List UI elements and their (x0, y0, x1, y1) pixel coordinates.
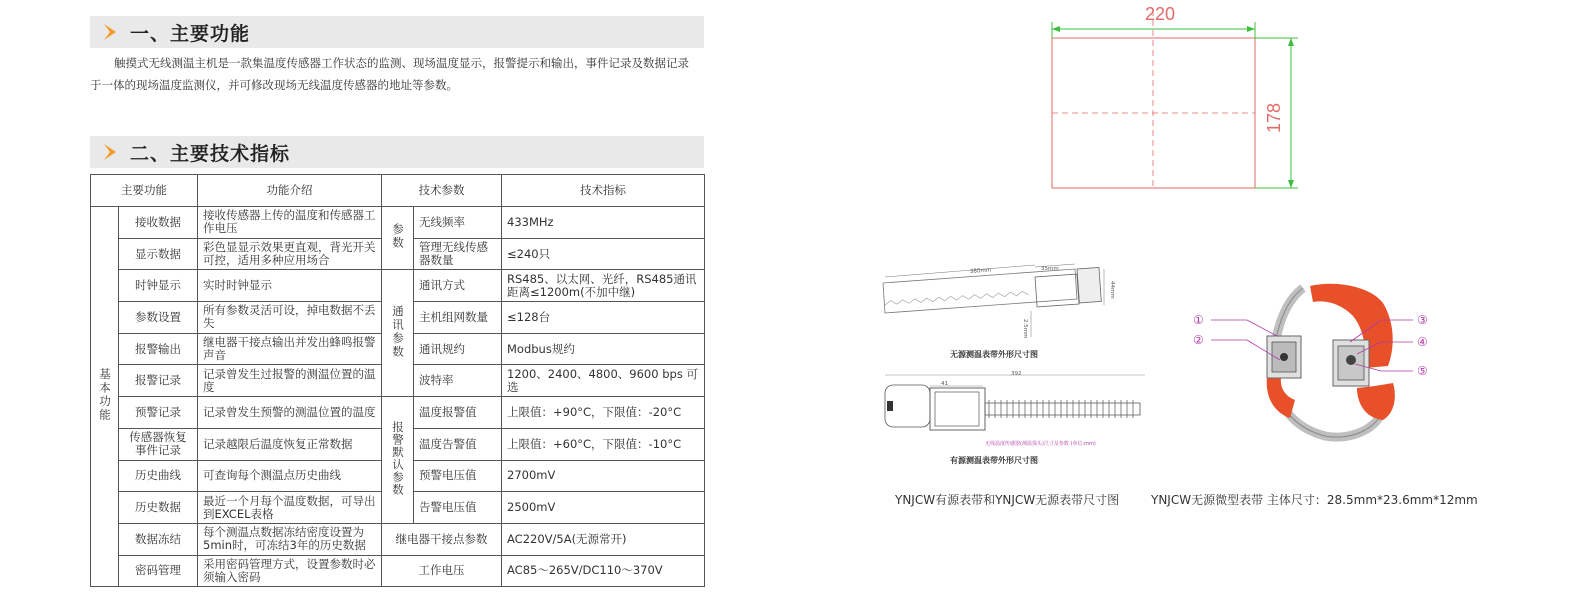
param-cell: 管理无线传感器数量 (414, 238, 502, 270)
passive-width-label: 35mm (1041, 266, 1059, 272)
section-title: 一、主要功能 (130, 22, 251, 45)
group-label-comm: 通讯参数 (382, 270, 414, 397)
width-label: 220 (1144, 4, 1176, 24)
panel-dimension-drawing (1040, 0, 1310, 200)
caption-strap-dimensions: YNJCW有源表带和YNJCW无源表带尺寸图 (895, 493, 1120, 507)
group-label-basic: 基本功能 (91, 207, 119, 587)
param-cell: 工作电压 (382, 555, 502, 587)
param-cell: 通讯方式 (414, 270, 502, 302)
header-cell: 功能介绍 (198, 175, 382, 207)
active-length-label: 392 (1011, 371, 1022, 377)
desc-cell: 每个测温点数据冻结密度设置为5min时，可冻结3年的历史数据 (198, 523, 382, 555)
value-cell: Modbus规约 (502, 333, 705, 365)
intro-line-2: 于一体的现场温度监测仪，并可修改现场无线温度传感器的地址等参数。 (90, 78, 458, 92)
func-cell: 参数设置 (119, 302, 198, 334)
header-cell: 主要功能 (91, 175, 198, 207)
func-cell: 显示数据 (119, 238, 198, 270)
desc-cell: 最近一个月每个温度数据，可导出到EXCEL表格 (198, 492, 382, 524)
chevron-right-icon (90, 22, 130, 42)
desc-cell: 记录越限后温度恢复正常数据 (198, 428, 382, 460)
header-cell: 技术参数 (382, 175, 502, 207)
param-cell: 波特率 (414, 365, 502, 397)
func-cell: 报警记录 (119, 365, 198, 397)
passive-height-label: 44mm (1109, 281, 1115, 299)
left-sensor-module (1267, 336, 1301, 378)
caption-micro-strap: YNJCW无源微型表带 主体尺寸：28.5mm*23.6mm*12mm (1151, 493, 1478, 507)
passive-strap-title: 无源测温表带外形尺寸图 (950, 349, 1038, 359)
chevron-right-icon (90, 142, 130, 162)
param-cell: 主机组网数量 (414, 302, 502, 334)
spec-table (90, 174, 705, 587)
callout-3-label: ③ (1417, 313, 1428, 327)
value-cell: 433MHz (502, 207, 705, 239)
group-label-param: 参数 (382, 207, 414, 270)
section-header-main-functions (90, 16, 704, 48)
section-header-tech-specs (90, 136, 704, 168)
table-row (91, 397, 705, 429)
value-cell: AC85～265V/DC110～370V (502, 555, 705, 587)
table-row (91, 555, 705, 587)
callout-2-label: ② (1193, 333, 1204, 347)
func-cell: 报警输出 (119, 333, 198, 365)
value-cell: 上限值：+90°C，下限值：-20°C (502, 397, 705, 429)
desc-cell: 彩色显显示效果更直观，背光开关可控，适用多种应用场合 (198, 238, 382, 270)
value-cell: ≤240只 (502, 238, 705, 270)
passive-thickness-label: 2.5mm (1022, 319, 1028, 339)
param-cell: 温度报警值 (414, 397, 502, 429)
passive-strap-drawing (883, 264, 1115, 359)
desc-cell: 记录曾发生预警的测温位置的温度 (198, 397, 382, 429)
func-cell: 历史数据 (119, 492, 198, 524)
intro-line-1: 触摸式无线测温主机是一款集温度传感器工作状态的监测、现场温度显示，报警提示和输出，事件记录及数据记录 (114, 56, 689, 70)
param-cell: 继电器干接点参数 (382, 523, 502, 555)
desc-cell: 采用密码管理方式，设置参数时必须输入密码 (198, 555, 382, 587)
desc-cell: 记录曾发生过报警的测温位置的温度 (198, 365, 382, 397)
active-strap-title: 有源测温表带外形尺寸图 (950, 455, 1038, 465)
section-title: 二、主要技术指标 (130, 142, 291, 165)
micro-strap-photo (1185, 278, 1445, 443)
value-cell: RS485、以太网、光纤，RS485通讯距离≤1200m(不加中继) (502, 270, 705, 302)
group-label-alarm: 报警默认参数 (382, 397, 414, 524)
value-cell: 2500mV (502, 492, 705, 524)
callout-4-label: ④ (1417, 335, 1428, 349)
param-cell: 通讯规约 (414, 333, 502, 365)
height-label: 178 (1264, 102, 1284, 134)
func-cell: 历史曲线 (119, 460, 198, 492)
silicone-strap-lower-left (1267, 378, 1295, 418)
table-header-row (91, 175, 705, 207)
active-strap-drawing (885, 371, 1145, 465)
callout-1-label: ① (1193, 313, 1204, 327)
func-cell: 时钟显示 (119, 270, 198, 302)
func-cell: 传感器恢复事件记录 (119, 428, 198, 460)
desc-cell: 接收传感器上传的温度和传感器工作电压 (198, 207, 382, 239)
passive-length-label: 380mm (969, 267, 992, 275)
desc-cell: 实时时钟显示 (198, 270, 382, 302)
func-cell: 预警记录 (119, 397, 198, 429)
func-cell: 接收数据 (119, 207, 198, 239)
value-cell: 2700mV (502, 460, 705, 492)
silicone-strap-lower-right (1357, 383, 1395, 420)
param-cell: 告警电压值 (414, 492, 502, 524)
desc-cell: 所有参数灵活可设，掉电数据不丢失 (198, 302, 382, 334)
active-width-label: 41 (941, 381, 948, 387)
desc-cell: 继电器干接点输出并发出蜂鸣报警声音 (198, 333, 382, 365)
param-cell: 温度告警值 (414, 428, 502, 460)
param-cell: 预警电压值 (414, 460, 502, 492)
func-cell: 密码管理 (119, 555, 198, 587)
value-cell: 1200、2400、4800、9600 bps 可选 (502, 365, 705, 397)
func-cell: 数据冻结 (119, 523, 198, 555)
table-row (91, 270, 705, 302)
intro-paragraph (90, 52, 710, 96)
strap-dimension-drawing (875, 255, 1155, 470)
param-cell: 无线频率 (414, 207, 502, 239)
callout-5-label: ⑤ (1417, 364, 1428, 378)
purple-note: 无线温度传感器(测温探头)尺寸及参数 (单位:mm) (985, 441, 1096, 447)
value-cell: ≤128台 (502, 302, 705, 334)
value-cell: AC220V/5A(无源常开) (502, 523, 705, 555)
right-sensor-module (1333, 340, 1369, 386)
table-row (91, 207, 705, 239)
desc-cell: 可查询每个测温点历史曲线 (198, 460, 382, 492)
value-cell: 上限值：+60°C，下限值：-10°C (502, 428, 705, 460)
table-row (91, 523, 705, 555)
header-cell: 技术指标 (502, 175, 705, 207)
